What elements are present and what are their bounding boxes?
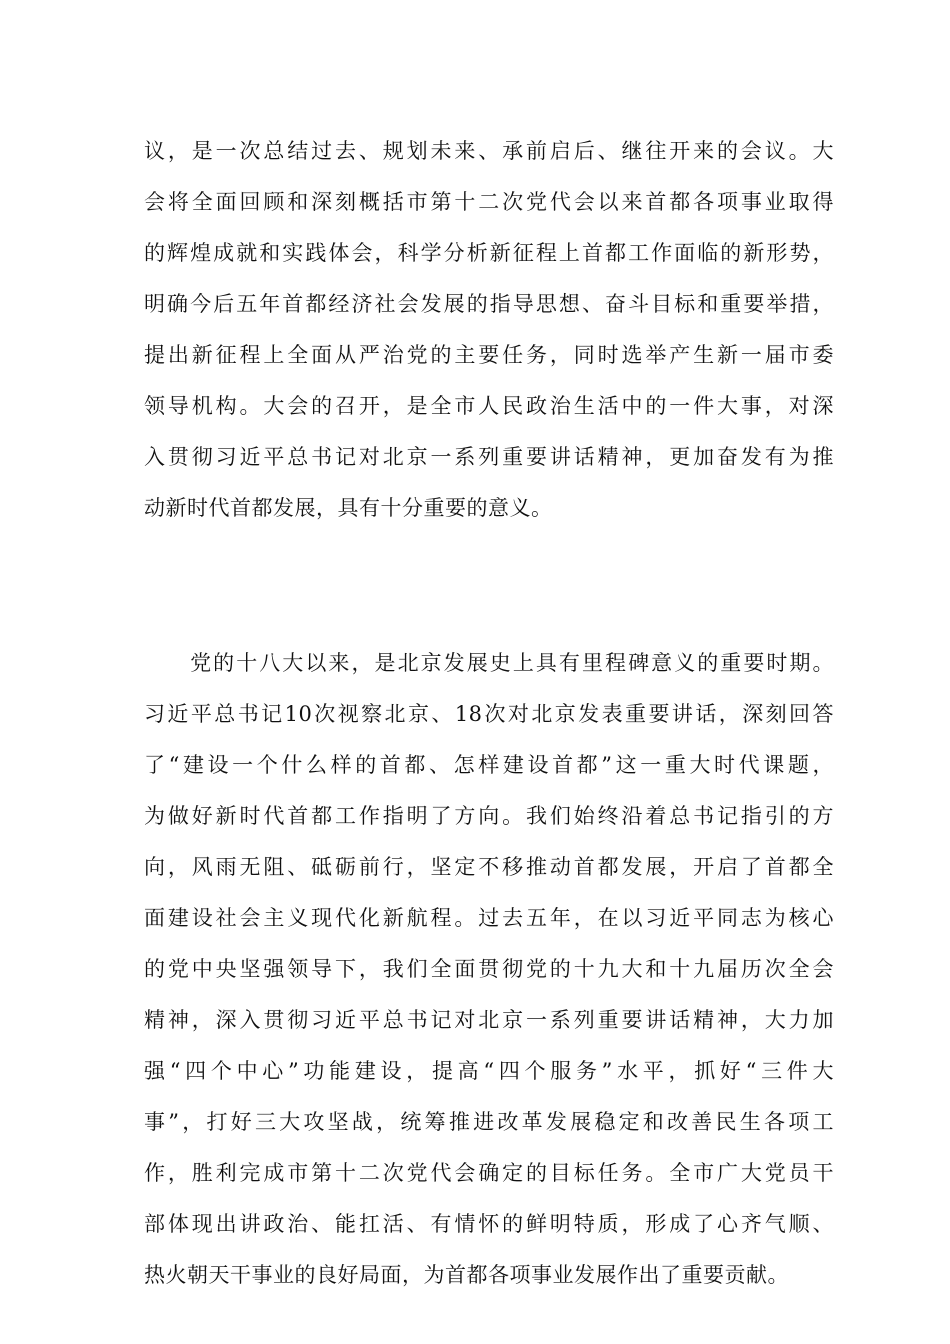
text-line: 事”，打好三大攻坚战，统筹推进改革发展稳定和改善民生各项工	[144, 1110, 834, 1134]
text-line: 作，胜利完成市第十二次党代会确定的目标任务。全市广大党员干	[144, 1161, 834, 1185]
text-line: 习近平总书记10次视察北京、18次对北京发表重要讲话，深刻回答	[144, 702, 834, 726]
text-line: 领导机构。大会的召开，是全市人民政治生活中的一件大事，对深	[144, 394, 834, 418]
text-line: 的辉煌成就和实践体会，科学分析新征程上首都工作面临的新形势，	[144, 241, 834, 265]
text-line: 议，是一次总结过去、规划未来、承前启后、继往开来的会议。大	[144, 139, 834, 163]
text-line: 面建设社会主义现代化新航程。过去五年，在以习近平同志为核心	[144, 906, 834, 930]
text-line: 会将全面回顾和深刻概括市第十二次党代会以来首都各项事业取得	[144, 190, 834, 214]
text-line: 为做好新时代首都工作指明了方向。我们始终沿着总书记指引的方	[144, 804, 834, 828]
text-line: 的党中央坚强领导下，我们全面贯彻党的十九大和十九届历次全会	[144, 957, 834, 981]
text-line: 了“建设一个什么样的首都、怎样建设首都”这一重大时代课题，	[144, 753, 834, 777]
text-line: 明确今后五年首都经济社会发展的指导思想、奋斗目标和重要举措，	[144, 292, 834, 316]
text-line: 强“四个中心”功能建设，提高“四个服务”水平，抓好“三件大	[144, 1059, 834, 1083]
paragraph-1	[144, 126, 834, 534]
document-body	[144, 126, 834, 1301]
text-line: 提出新征程上全面从严治党的主要任务，同时选举产生新一届市委	[144, 343, 834, 367]
text-line: 动新时代首都发展，具有十分重要的意义。	[144, 496, 553, 520]
text-line: 向，风雨无阻、砥砺前行，坚定不移推动首都发展，开启了首都全	[144, 855, 834, 879]
text-line: 热火朝天干事业的良好局面，为首都各项事业发展作出了重要贡献。	[144, 1263, 789, 1287]
text-line: 党的十八大以来，是北京发展史上具有里程碑意义的重要时期。	[144, 651, 834, 675]
paragraph-2	[144, 638, 834, 1301]
text-line: 入贯彻习近平总书记对北京一系列重要讲话精神，更加奋发有为推	[144, 445, 834, 469]
text-line: 精神，深入贯彻习近平总书记对北京一系列重要讲话精神，大力加	[144, 1008, 834, 1032]
paragraph-spacer	[144, 534, 834, 638]
text-line: 部体现出讲政治、能扛活、有情怀的鲜明特质，形成了心齐气顺、	[144, 1212, 834, 1236]
